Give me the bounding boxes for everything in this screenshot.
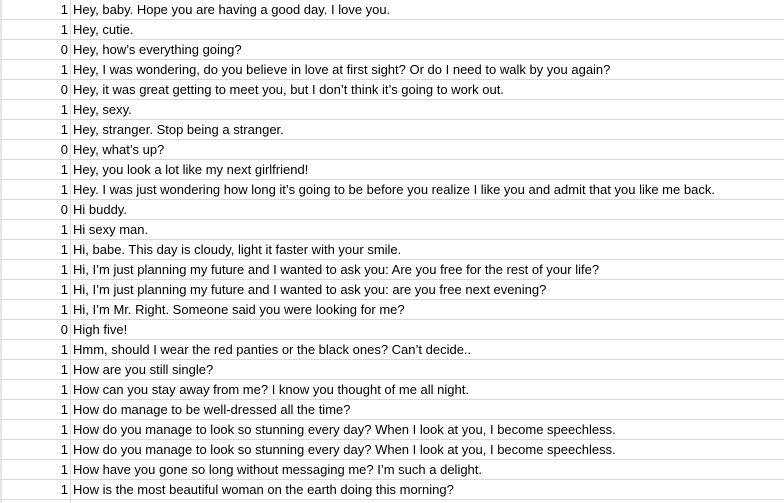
label-cell[interactable]: 0	[60, 42, 68, 57]
message-cell[interactable]: How do manage to be well-dressed all the time?	[73, 402, 351, 417]
message-cell[interactable]: Hi, I’m just planning my future and I wanted to ask you: are you free next evening?	[73, 282, 547, 297]
label-cell[interactable]: 1	[60, 402, 68, 417]
message-cell[interactable]: Hi, I’m just planning my future and I wanted to ask you: Are you free for the rest of your life?	[73, 262, 600, 277]
label-cell[interactable]: 1	[60, 242, 68, 257]
message-cell[interactable]: Hi, babe. This day is cloudy, light it faster with your smile.	[73, 242, 402, 257]
label-cell[interactable]: 1	[60, 162, 68, 177]
label-cell[interactable]: 1	[60, 422, 68, 437]
message-cell[interactable]: How have you gone so long without messaging me? I’m such a delight.	[73, 462, 483, 477]
table-row[interactable]	[0, 0, 784, 20]
message-cell[interactable]: How do you manage to look so stunning every day? When I look at you, I become speechless.	[73, 422, 616, 437]
label-cell[interactable]: 1	[60, 62, 68, 77]
label-cell[interactable]: 0	[60, 142, 68, 157]
message-cell[interactable]: Hi buddy.	[73, 202, 127, 217]
label-cell[interactable]: 1	[60, 362, 68, 377]
table-row[interactable]	[0, 480, 784, 500]
label-cell[interactable]: 1	[60, 442, 68, 457]
message-cell[interactable]: Hey, how’s everything going?	[73, 42, 242, 57]
table-row[interactable]	[0, 340, 784, 360]
label-cell[interactable]: 1	[60, 462, 68, 477]
table-row[interactable]	[0, 220, 784, 240]
table-row[interactable]	[0, 160, 784, 180]
message-cell[interactable]: Hi sexy man.	[73, 222, 149, 237]
label-cell[interactable]: 1	[60, 262, 68, 277]
table-row[interactable]	[0, 440, 784, 460]
message-cell[interactable]: How is the most beautiful woman on the earth doing this morning?	[73, 482, 454, 497]
label-cell[interactable]: 1	[60, 182, 68, 197]
message-cell[interactable]: High five!	[73, 322, 128, 337]
table-row[interactable]	[0, 20, 784, 40]
table-row[interactable]	[0, 260, 784, 280]
table-row[interactable]	[0, 240, 784, 260]
label-cell[interactable]: 1	[60, 382, 68, 397]
message-cell[interactable]: Hey, I was wondering, do you believe in love at first sight? Or do I need to walk by you again?	[73, 62, 611, 77]
table-row[interactable]	[0, 280, 784, 300]
table-row[interactable]	[0, 200, 784, 220]
message-cell[interactable]: Hey, baby. Hope you are having a good day. I love you.	[73, 2, 391, 17]
message-cell[interactable]: Hey, what’s up?	[73, 142, 165, 157]
label-cell[interactable]: 0	[60, 322, 68, 337]
table-row[interactable]	[0, 60, 784, 80]
table-row[interactable]	[0, 120, 784, 140]
table-row[interactable]	[0, 40, 784, 60]
message-cell[interactable]: Hey, it was great getting to meet you, but I don’t think it’s going to work out.	[73, 82, 504, 97]
label-cell[interactable]: 1	[60, 102, 68, 117]
message-cell[interactable]: Hi, I’m Mr. Right. Someone said you were looking for me?	[73, 302, 405, 317]
table-row[interactable]	[0, 80, 784, 100]
label-cell[interactable]: 1	[60, 222, 68, 237]
message-cell[interactable]: Hmm, should I wear the red panties or the black ones? Can’t decide..	[73, 342, 472, 357]
message-cell[interactable]: How are you still single?	[73, 362, 214, 377]
message-cell[interactable]: Hey. I was just wondering how long it’s going to be before you realize I like you and admit that you like me back.	[73, 182, 715, 197]
label-cell[interactable]: 1	[60, 2, 68, 17]
table-row[interactable]	[0, 460, 784, 480]
message-cell[interactable]: Hey, you look a lot like my next girlfriend!	[73, 162, 309, 177]
label-cell[interactable]: 0	[60, 82, 68, 97]
message-cell[interactable]: Hey, sexy.	[73, 102, 132, 117]
label-cell[interactable]: 0	[60, 202, 68, 217]
table-row[interactable]	[0, 360, 784, 380]
label-cell[interactable]: 1	[60, 482, 68, 497]
table-row[interactable]	[0, 420, 784, 440]
table-row[interactable]	[0, 100, 784, 120]
table-row[interactable]	[0, 320, 784, 340]
message-cell[interactable]: Hey, stranger. Stop being a stranger.	[73, 122, 284, 137]
label-cell[interactable]: 1	[60, 282, 68, 297]
label-cell[interactable]: 1	[60, 302, 68, 317]
table-row[interactable]	[0, 180, 784, 200]
table-row[interactable]	[0, 400, 784, 420]
label-cell[interactable]: 1	[60, 342, 68, 357]
message-cell[interactable]: How do you manage to look so stunning every day? When I look at you, I become speechless.	[73, 442, 616, 457]
label-cell[interactable]: 1	[60, 22, 68, 37]
table-row[interactable]	[0, 300, 784, 320]
message-cell[interactable]: Hey, cutie.	[73, 22, 134, 37]
label-cell[interactable]: 1	[60, 122, 68, 137]
message-cell[interactable]: How can you stay away from me? I know you thought of me all night.	[73, 382, 469, 397]
table-row[interactable]	[0, 140, 784, 160]
table-row[interactable]	[0, 380, 784, 400]
